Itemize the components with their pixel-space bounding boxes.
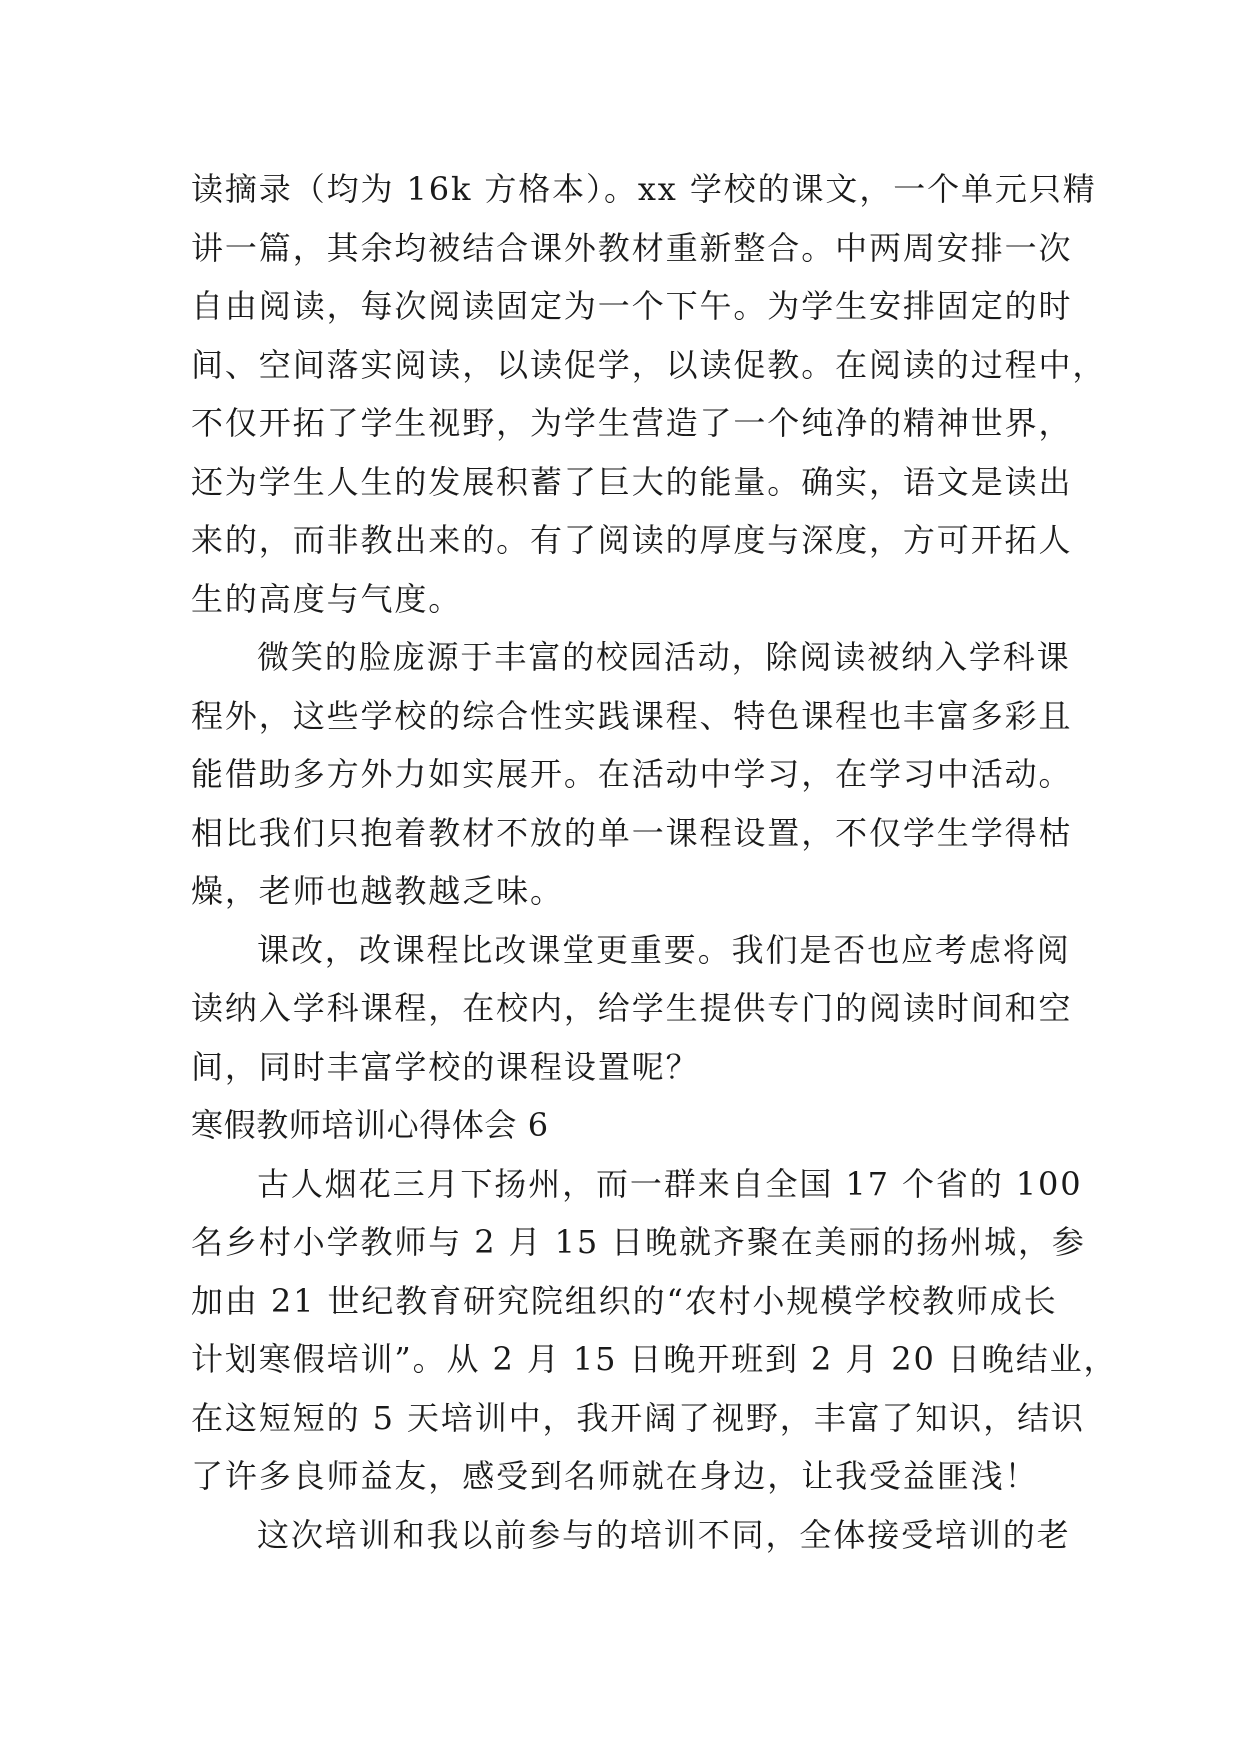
body-line: 生的高度与气度。	[191, 579, 463, 618]
body-line: 燥，老师也越教越乏味。	[191, 872, 564, 910]
body-line: 计划寒假培训”。从 2 月 15 日晚开班到 2 月 20 日晚结业，	[191, 1340, 1118, 1378]
body-line: 间、空间落实阅读，以读促学，以读促教。在阅读的过程中，	[191, 345, 1107, 384]
body-line: 来的，而非教出来的。有了阅读的厚度与深度，方可开拓人	[191, 521, 1073, 559]
body-line: 间，同时丰富学校的课程设置呢？	[191, 1047, 700, 1086]
body-line: 读摘录（均为 16k 方格本）。xx 学校的课文，一个单元只精	[191, 170, 1097, 208]
body-line: 读纳入学科课程，在校内，给学生提供专门的阅读时间和空	[191, 989, 1073, 1027]
body-line: 能借助多方外力如实展开。在活动中学习，在学习中活动。	[191, 755, 1073, 793]
paragraph-first-line: 微笑的脸庞源于丰富的校园活动，除阅读被纳入学科课	[257, 638, 1071, 676]
paragraph-first-line: 课改，改课程比改课堂更重要。我们是否也应考虑将阅	[257, 930, 1071, 969]
paragraph-first-line: 这次培训和我以前参与的培训不同，全体接受培训的老	[257, 1515, 1071, 1554]
body-line: 了许多良师益友，感受到名师就在身边，让我受益匪浅！	[191, 1457, 1039, 1495]
body-line: 在这短短的 5 天培训中，我开阔了视野，丰富了知识，结识	[191, 1398, 1085, 1437]
paragraph-first-line: 古人烟花三月下扬州，而一群来自全国 17 个省的 100	[257, 1164, 1083, 1203]
body-line: 还为学生人生的发展积蓄了巨大的能量。确实，语文是读出	[191, 462, 1073, 501]
body-line: 名乡村小学教师与 2 月 15 日晚就齐聚在美丽的扬州城，参	[191, 1223, 1086, 1261]
document-body	[191, 160, 1118, 1564]
body-line: 程外，这些学校的综合性实践课程、特色课程也丰富多彩且	[191, 696, 1073, 735]
section-heading: 寒假教师培训心得体会 6	[191, 1106, 549, 1144]
body-line: 加由 21 世纪教育研究院组织的“农村小规模学校教师成长	[191, 1281, 1058, 1320]
body-line: 自由阅读，每次阅读固定为一个下午。为学生安排固定的时	[191, 287, 1073, 325]
body-line: 不仅开拓了学生视野，为学生营造了一个纯净的精神世界，	[191, 404, 1073, 442]
body-line: 相比我们只抱着教材不放的单一课程设置，不仅学生学得枯	[191, 813, 1073, 852]
body-line: 讲一篇，其余均被结合课外教材重新整合。中两周安排一次	[191, 228, 1073, 267]
